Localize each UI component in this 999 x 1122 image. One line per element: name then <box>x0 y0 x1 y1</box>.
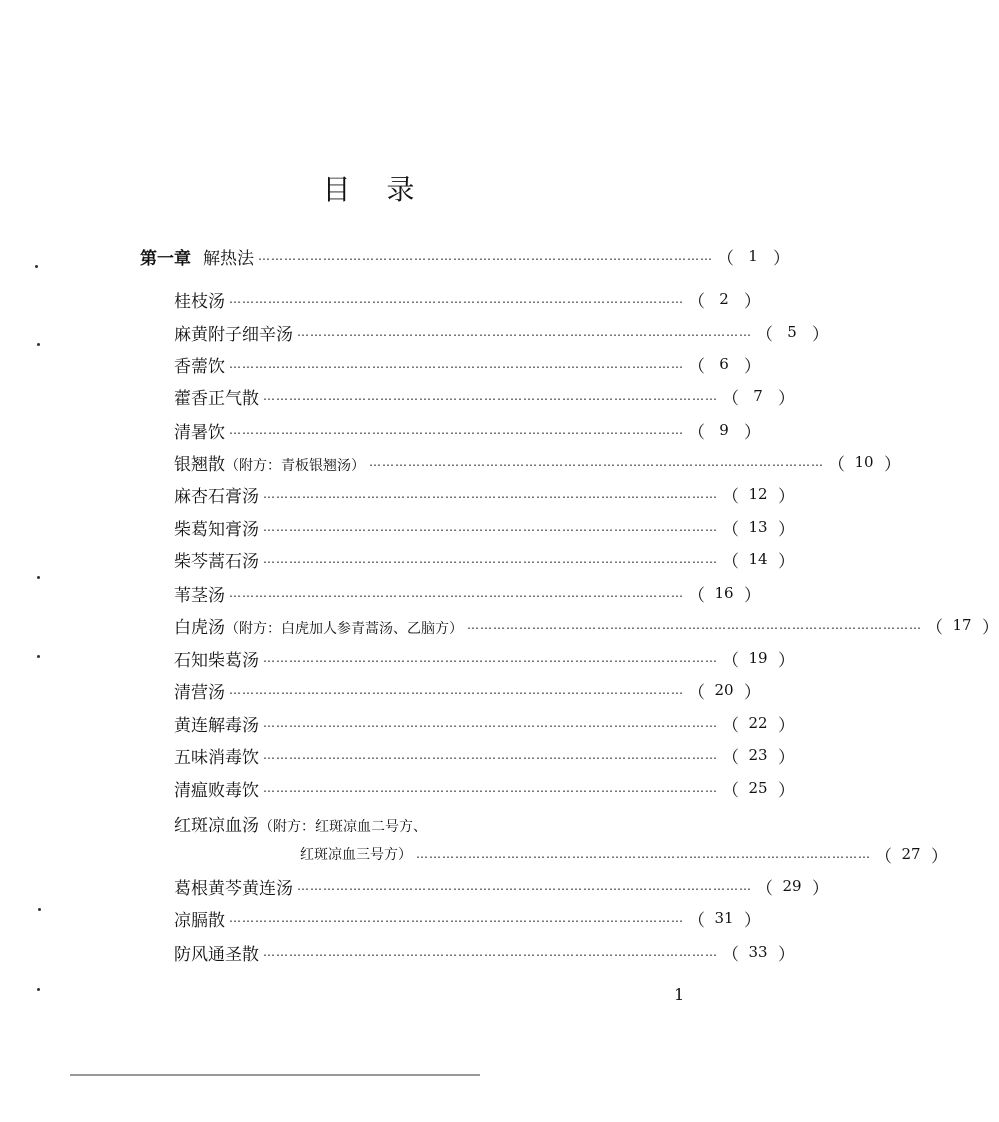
page-number: 25 <box>748 779 768 797</box>
dot-leader: …………………………………………………………………………………………… <box>229 586 684 600</box>
page-number: 12 <box>748 485 768 503</box>
page-number: 16 <box>714 584 734 602</box>
toc-entry[interactable]: 石知柴葛汤 …………………………………………………………………………………………… （ 19 ） <box>174 649 795 671</box>
dot-leader: …………………………………………………………………………………………… <box>229 683 684 697</box>
entry-note: （附方：青板银翘汤） <box>225 457 365 474</box>
scan-artifact-dot <box>35 265 38 268</box>
scan-artifact-line <box>70 1074 480 1076</box>
page-number: 6 <box>719 355 729 373</box>
toc-entry[interactable]: 防风通圣散 …………………………………………………………………………………………… （ 33 ） <box>174 943 795 965</box>
dot-leader: …………………………………………………………………………………………… <box>229 357 684 371</box>
toc-entry[interactable]: 清瘟败毒饮 …………………………………………………………………………………………… （ 25 ） <box>174 779 795 801</box>
toc-entry[interactable]: 柴芩蒿石汤 …………………………………………………………………………………………… （ 14 ） <box>174 550 795 572</box>
scan-artifact-dot <box>37 576 40 579</box>
toc-entry[interactable]: 清暑饮 …………………………………………………………………………………………… （ 9 ） <box>174 421 761 443</box>
dot-leader: …………………………………………………………………………………………… <box>369 455 824 469</box>
toc-entry[interactable]: 香薷饮 …………………………………………………………………………………………… （ 6 ） <box>174 355 761 377</box>
page-number: 7 <box>753 387 763 405</box>
toc-entry[interactable]: 桂枝汤 …………………………………………………………………………………………… （ 2 ） <box>174 290 761 312</box>
page-number: 5 <box>787 323 797 341</box>
dot-leader: …………………………………………………………………………………………… <box>297 879 752 893</box>
toc-entry[interactable]: 苇茎汤 …………………………………………………………………………………………… （ 16 ） <box>174 584 761 606</box>
page-number: 17 <box>952 616 972 634</box>
dot-leader: …………………………………………………………………………………………… <box>263 520 718 534</box>
dot-leader: …………………………………………………………………………………………… <box>229 423 684 437</box>
toc-entry-continuation[interactable]: 红斑凉血三号方） …………………………………………………………………………………………… （ 27 ） <box>300 845 948 867</box>
toc-entry[interactable]: 五味消毒饮 …………………………………………………………………………………………… （ 23 ） <box>174 746 795 768</box>
chapter-name: 解热法 <box>203 248 254 269</box>
toc-entry[interactable]: 麻黄附子细辛汤 …………………………………………………………………………………………… （ 5 ） <box>174 323 829 345</box>
chapter-label: 第一章 解热法 <box>140 248 254 269</box>
page-number: 23 <box>748 746 768 764</box>
dot-leader: …………………………………………………………………………………………… <box>263 487 718 501</box>
toc-entry[interactable]: 藿香正气散 …………………………………………………………………………………………… （ 7 ） <box>174 387 795 409</box>
page-number: 9 <box>719 421 729 439</box>
toc-entry[interactable]: 麻杏石膏汤 …………………………………………………………………………………………… （ 12 ） <box>174 485 795 507</box>
page-number: 22 <box>748 714 768 732</box>
entry-note: （附方：红斑凉血二号方、 <box>259 818 427 835</box>
dot-leader: …………………………………………………………………………………………… <box>263 945 718 959</box>
page-number: 2 <box>719 290 729 308</box>
toc-entry[interactable]: 银翘散（附方：青板银翘汤） …………………………………………………………………………………………… （ 10 ） <box>174 453 901 475</box>
toc-entry[interactable]: 黄连解毒汤 …………………………………………………………………………………………… （ 22 ） <box>174 714 795 736</box>
page-number: 31 <box>714 909 734 927</box>
page-number: 1 <box>748 247 758 265</box>
toc-entry[interactable]: 白虎汤（附方：白虎加人参青蒿汤、乙脑方） …………………………………………………………………………………………… （ 17 ） <box>174 616 999 638</box>
dot-leader: …………………………………………………………………………………………… <box>263 716 718 730</box>
scan-artifact-dot <box>37 343 40 346</box>
dot-leader: …………………………………………………………………………………………… <box>229 292 684 306</box>
dot-leader: …………………………………………………………………………………………… <box>297 325 752 339</box>
dot-leader: …………………………………………………………………………………………… <box>263 389 718 403</box>
toc-chapter-row[interactable]: 第一章 解热法 …………………………………………………………………………………………… （ 1 ） <box>140 244 712 268</box>
toc-entry[interactable]: 葛根黄芩黄连汤 …………………………………………………………………………………………… （ 29 ） <box>174 877 829 899</box>
dot-leader: …………………………………………………………………………………………… <box>263 781 718 795</box>
scan-artifact-dot <box>37 988 40 991</box>
page-number: 29 <box>782 877 802 895</box>
toc-entry[interactable]: 红斑凉血汤（附方：红斑凉血二号方、 <box>174 815 427 836</box>
dot-leader: …………………………………………………………………………………………… <box>416 847 871 861</box>
page-number: 27 <box>901 845 921 863</box>
dot-leader: …………………………………………………………………………………………… <box>263 552 718 566</box>
toc-entry[interactable]: 清营汤 …………………………………………………………………………………………… （ 20 ） <box>174 681 761 703</box>
dot-leader: …………………………………………………………………………………………… <box>229 911 684 925</box>
dot-leader: …………………………………………………………………………………………… <box>467 618 922 632</box>
page-number: 20 <box>714 681 734 699</box>
page-number-footer: 1 <box>674 985 685 1004</box>
toc-entry[interactable]: 柴葛知膏汤 …………………………………………………………………………………………… （ 13 ） <box>174 518 795 540</box>
page-number: 19 <box>748 649 768 667</box>
title-char-1: 目 <box>322 173 351 206</box>
dot-leader: …………………………………………………………………………………………… <box>258 249 713 263</box>
page-number: 33 <box>748 943 768 961</box>
page-number: 13 <box>748 518 768 536</box>
page-number: 14 <box>748 550 768 568</box>
title-char-2: 录 <box>386 173 415 206</box>
dot-leader: …………………………………………………………………………………………… <box>263 651 718 665</box>
scan-artifact-dot <box>37 655 40 658</box>
dot-leader: …………………………………………………………………………………………… <box>263 748 718 762</box>
scan-artifact-dot <box>38 908 41 911</box>
entry-note: （附方：白虎加人参青蒿汤、乙脑方） <box>225 620 463 637</box>
toc-entry[interactable]: 凉膈散 …………………………………………………………………………………………… （ 31 ） <box>174 909 761 931</box>
page-number: 10 <box>854 453 874 471</box>
